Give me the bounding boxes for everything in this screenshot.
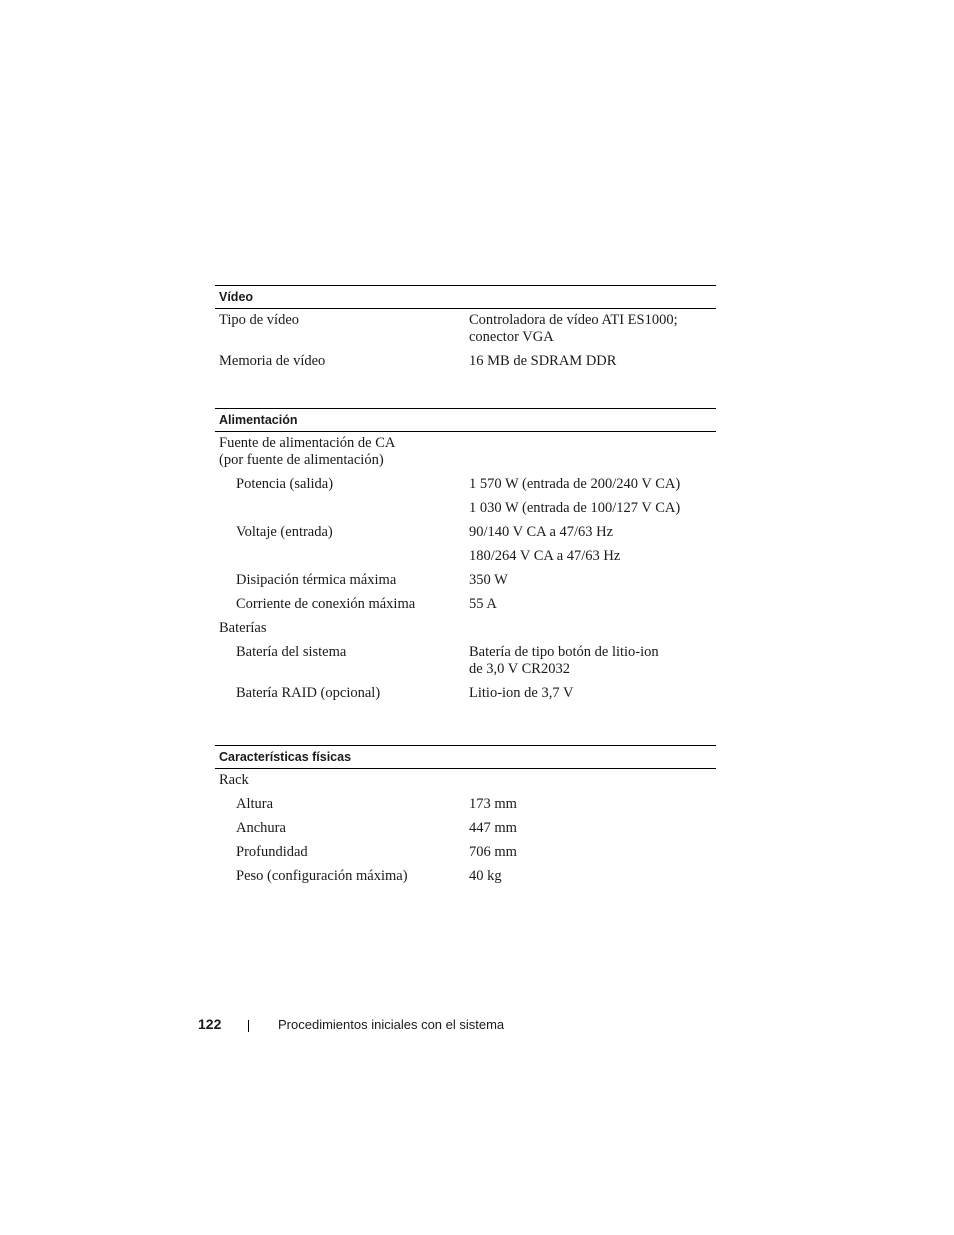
spec-row bbox=[215, 682, 716, 706]
spec-row bbox=[215, 473, 716, 497]
spec-label: Altura bbox=[236, 796, 274, 812]
page-footer bbox=[198, 1014, 698, 1036]
spec-label: Rack bbox=[219, 772, 249, 788]
spec-value: 180/264 V CA a 47/63 Hz bbox=[469, 548, 621, 564]
spec-row bbox=[215, 350, 716, 374]
spec-section-physical bbox=[215, 745, 716, 889]
spec-section-power bbox=[215, 408, 716, 706]
spec-row bbox=[215, 569, 716, 593]
spec-label: Corriente de conexión máxima bbox=[236, 596, 416, 612]
spec-value: Batería de tipo botón de litio-ion de 3,0 V CR2032 bbox=[469, 644, 659, 677]
spec-label: Tipo de vídeo bbox=[219, 312, 300, 328]
spec-value: Controladora de vídeo ATI ES1000; conector VGA bbox=[469, 312, 678, 345]
spec-row bbox=[215, 793, 716, 817]
spec-label: Anchura bbox=[236, 820, 286, 836]
spec-label: Batería RAID (opcional) bbox=[236, 685, 381, 701]
section-heading: Características físicas bbox=[215, 745, 716, 769]
spec-value: 1 570 W (entrada de 200/240 V CA) bbox=[469, 476, 681, 492]
spec-label: Disipación térmica máxima bbox=[236, 572, 397, 588]
spec-value: 706 mm bbox=[469, 844, 517, 860]
spec-row bbox=[215, 641, 716, 682]
spec-value: 350 W bbox=[469, 572, 508, 588]
spec-row bbox=[215, 817, 716, 841]
spec-value: 40 kg bbox=[469, 868, 502, 884]
section-heading: Vídeo bbox=[215, 285, 716, 309]
spec-label: Memoria de vídeo bbox=[219, 353, 326, 369]
spec-row bbox=[215, 593, 716, 617]
spec-label: Batería del sistema bbox=[236, 644, 347, 660]
spec-row bbox=[215, 432, 716, 473]
footer-separator bbox=[248, 1020, 249, 1032]
footer-title: Procedimientos iniciales con el sistema bbox=[278, 1017, 505, 1032]
spec-row bbox=[215, 497, 716, 521]
spec-value: 1 030 W (entrada de 100/127 V CA) bbox=[469, 500, 681, 516]
spec-label: Voltaje (entrada) bbox=[236, 524, 333, 540]
spec-label bbox=[215, 500, 465, 517]
spec-label: Fuente de alimentación de CA (por fuente de alimentación) bbox=[219, 435, 396, 468]
spec-value bbox=[465, 435, 716, 469]
spec-row bbox=[215, 309, 716, 350]
spec-label: Peso (configuración máxima) bbox=[236, 868, 408, 884]
spec-row bbox=[215, 617, 716, 641]
spec-value: 55 A bbox=[469, 596, 497, 612]
spec-value: Litio-ion de 3,7 V bbox=[469, 685, 574, 701]
spec-row bbox=[215, 545, 716, 569]
spec-label bbox=[215, 548, 465, 565]
spec-value: 16 MB de SDRAM DDR bbox=[469, 353, 617, 369]
spec-row bbox=[215, 865, 716, 889]
spec-value: 90/140 V CA a 47/63 Hz bbox=[469, 524, 614, 540]
spec-label: Baterías bbox=[219, 620, 267, 636]
spec-section-video bbox=[215, 285, 716, 374]
section-heading: Alimentación bbox=[215, 408, 716, 432]
spec-value: 447 mm bbox=[469, 820, 517, 836]
spec-value bbox=[465, 772, 716, 789]
spec-label: Profundidad bbox=[236, 844, 308, 860]
spec-value: 173 mm bbox=[469, 796, 517, 812]
spec-label: Potencia (salida) bbox=[236, 476, 334, 492]
spec-row bbox=[215, 841, 716, 865]
spec-row bbox=[215, 521, 716, 545]
spec-value bbox=[465, 620, 716, 637]
spec-row bbox=[215, 769, 716, 793]
page-number: 122 bbox=[198, 1016, 222, 1032]
